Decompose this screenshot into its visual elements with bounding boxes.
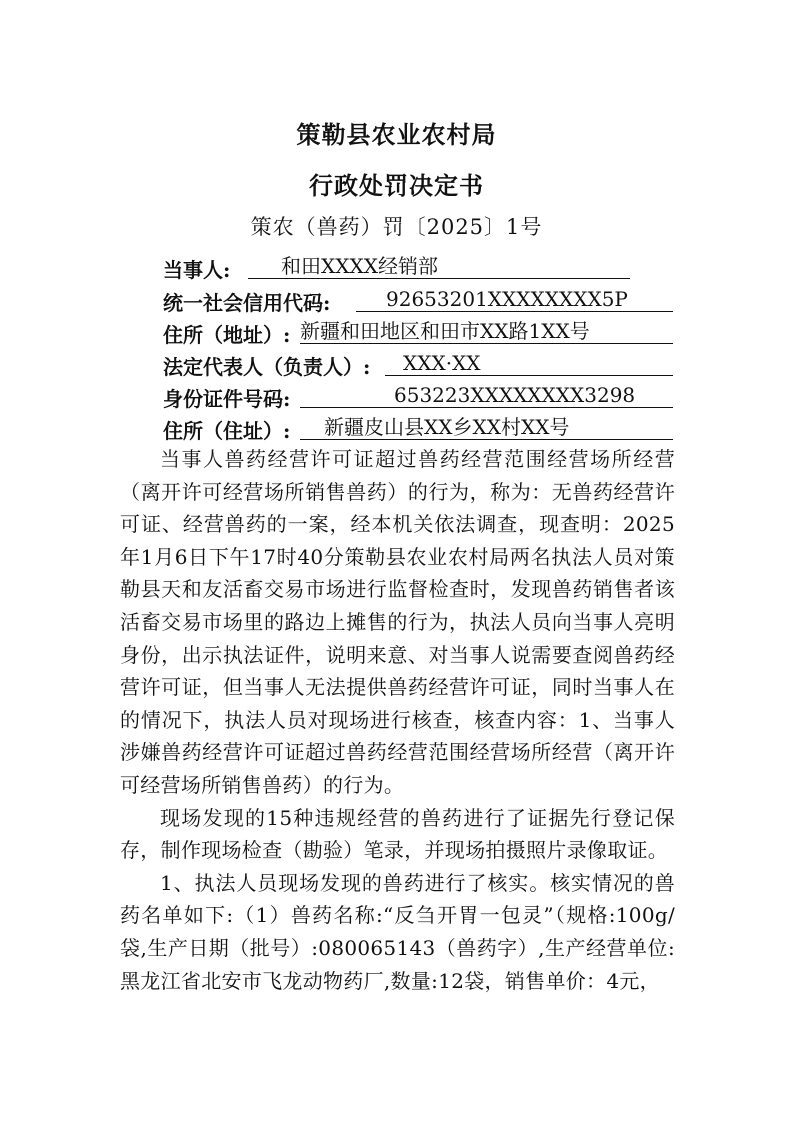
legal-rep-value: XXX·XX [385, 351, 673, 376]
residence-value: 新疆皮山县XX乡XX村XX号 [300, 415, 673, 440]
agency-title: 策勒县农业农村局 [296, 120, 497, 149]
credit-code-field [163, 287, 675, 315]
body-paragraph-3: 1、执法人员现场发现的兽药进行了核实。核实情况的兽药名单如下:（1）兽药名称:“反刍开胃一包灵”（规格:100g/袋,生产日期（批号）:080065143（兽药字）,生产经营单位:黑龙江省北安市飞龙动物药厂,数量:12袋，销售单价：4元， [120, 870, 675, 993]
party-name-field [163, 254, 633, 282]
id-number-value: 653223XXXXXXXX3298 [300, 383, 673, 408]
residence-label: 住所（住址）: [163, 419, 291, 443]
document-type-title: 行政处罚决定书 [309, 171, 484, 200]
document-body [120, 443, 675, 997]
credit-code-value: 92653201XXXXXXXX5P [356, 287, 673, 312]
address-value: 新疆和田地区和田市XX路1XX号 [300, 319, 673, 344]
legal-rep-label: 法定代表人（负责人）: [163, 355, 371, 379]
body-paragraph-2: 现场发现的15种违规经营的兽药进行了证据先行登记保存，制作现场检查（勘验）笔录，并现场拍摄照片录像取证。 [120, 805, 675, 863]
id-number-label: 身份证件号码: [163, 387, 291, 411]
id-number-field [163, 383, 675, 411]
address-field [163, 319, 675, 347]
body-paragraph-1: 当事人兽药经营许可证超过兽药经营范围经营场所经营（离开许可经营场所销售兽药）的行为，称为：无兽药经营许可证、经营兽药的一案，经本机关依法调查，现查明：2025年1月6日下午17时40分策勒县农业农村局两名执法人员对策勒县天和友活畜交易市场进行监督检查时，发现兽药销售者该活畜交易市场里的路边上摊售的行为，执法人员向当事人亮明身份，出示执法证件，说明来意、对当事人说需要查阅兽药经营许可证，但当事人无法提供兽药经营许可证，同时当事人在的情况下，执法人员对现场进行核查，核查内容：1、当事人涉嫌兽药经营许可证超过兽药经营范围经营场所经营（离开许可经营场所销售兽药）的行为。 [120, 447, 675, 797]
legal-rep-field [163, 351, 675, 379]
party-name-value: 和田XXXX经销部 [248, 254, 630, 279]
credit-code-label: 统一社会信用代码: [163, 291, 331, 315]
residence-field [163, 415, 675, 443]
party-name-label: 当事人: [163, 258, 231, 282]
document-number: 策农（兽药）罚〔2025〕1号 [250, 215, 543, 239]
address-label: 住所（地址）: [163, 323, 291, 347]
